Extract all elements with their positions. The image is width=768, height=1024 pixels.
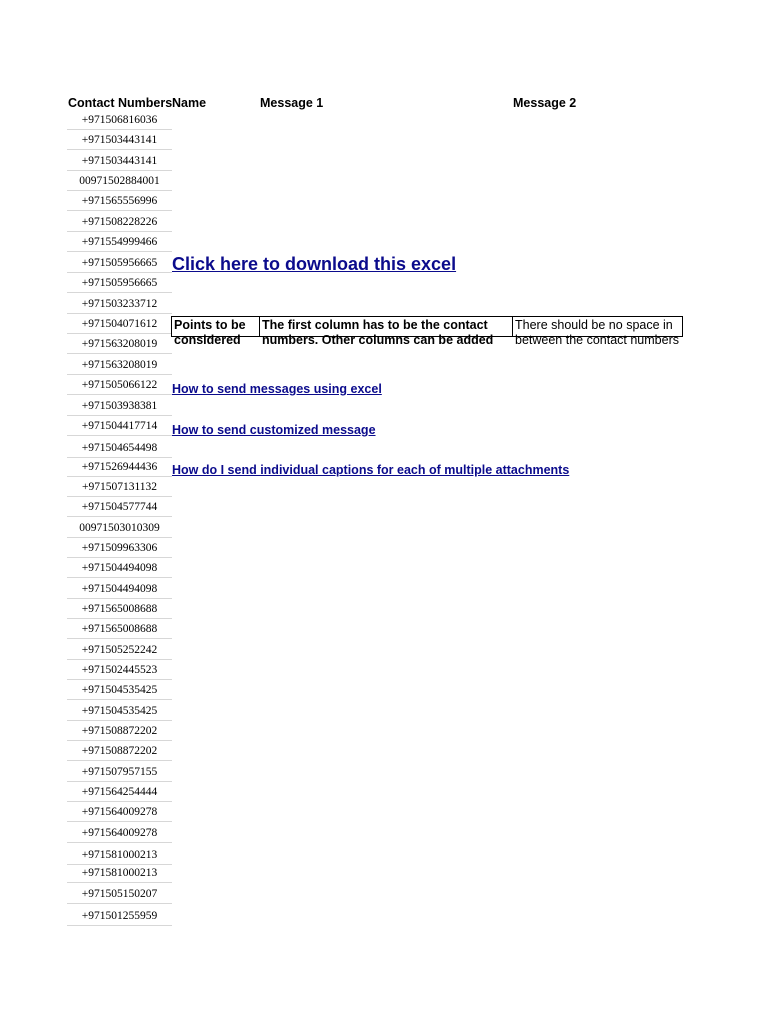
contact-number-cell: +971504494098 — [67, 579, 172, 599]
contact-number-cell: +971505956665 — [67, 273, 172, 293]
contact-number-cell: +971581000213 — [67, 845, 172, 865]
contact-number-cell: +971504535425 — [67, 680, 172, 700]
contact-number-cell: +971505956665 — [67, 253, 172, 273]
contact-number-cell: +971505066122 — [67, 375, 172, 395]
contact-number-cell: +971508872202 — [67, 721, 172, 741]
contact-number-cell: +971564009278 — [67, 823, 172, 843]
how-to-send-customized-link[interactable]: How to send customized message — [172, 423, 376, 437]
header-message-2: Message 2 — [513, 96, 577, 110]
contact-number-cell: +971565008688 — [67, 599, 172, 619]
points-first-column-cell: The first column has to be the contact numbers. Other columns can be added — [259, 316, 513, 337]
contact-number-cell: +971504071612 — [67, 314, 172, 334]
header-name: Name — [172, 96, 207, 110]
contact-number-cell: +971501255959 — [67, 906, 172, 926]
contact-number-cell: +971563208019 — [67, 334, 172, 354]
contact-number-cell: +971507131132 — [67, 477, 172, 497]
contact-number-cell: +971504577744 — [67, 497, 172, 517]
points-title-cell: Points to be considered — [171, 316, 260, 337]
header-contact-numbers: Contact Numbers — [68, 96, 173, 110]
contact-number-cell: +971564009278 — [67, 802, 172, 822]
contact-number-cell: +971503938381 — [67, 396, 172, 416]
contact-number-cell: +971565556996 — [67, 191, 172, 211]
contact-number-cell: +971504654498 — [67, 438, 172, 458]
contact-number-cell: +971503443141 — [67, 130, 172, 150]
contact-number-cell: +971504535425 — [67, 701, 172, 721]
contact-number-cell: 00971502884001 — [67, 171, 172, 191]
contact-number-cell: +971505150207 — [67, 884, 172, 904]
contact-number-cell: +971503233712 — [67, 294, 172, 314]
contact-number-cell: +971565008688 — [67, 619, 172, 639]
contact-number-cell: +971504417714 — [67, 416, 172, 436]
contact-number-cell: +971502445523 — [67, 660, 172, 680]
contact-number-cell: +971504494098 — [67, 558, 172, 578]
contact-number-cell: +971554999466 — [67, 232, 172, 252]
contact-number-cell: +971526944436 — [67, 457, 172, 477]
contact-number-cell: +971563208019 — [67, 355, 172, 375]
how-to-send-captions-link[interactable]: How do I send individual captions for each of multiple attachments — [172, 463, 570, 477]
how-to-send-excel-link[interactable]: How to send messages using excel — [172, 382, 382, 396]
points-no-space-cell: There should be no space in between the contact numbers — [512, 316, 683, 337]
contact-number-cell: +971506816036 — [67, 110, 172, 130]
contact-number-cell: +971503443141 — [67, 151, 172, 171]
contact-number-cell: 00971503010309 — [67, 518, 172, 538]
contact-number-cell: +971508872202 — [67, 741, 172, 761]
contact-number-cell: +971509963306 — [67, 538, 172, 558]
contact-number-cell: +971564254444 — [67, 782, 172, 802]
contact-number-cell: +971508228226 — [67, 212, 172, 232]
download-excel-link[interactable]: Click here to download this excel — [172, 254, 457, 274]
header-message-1: Message 1 — [260, 96, 324, 110]
contact-number-cell: +971505252242 — [67, 640, 172, 660]
contact-number-cell: +971581000213 — [67, 863, 172, 883]
contact-number-cell: +971507957155 — [67, 762, 172, 782]
